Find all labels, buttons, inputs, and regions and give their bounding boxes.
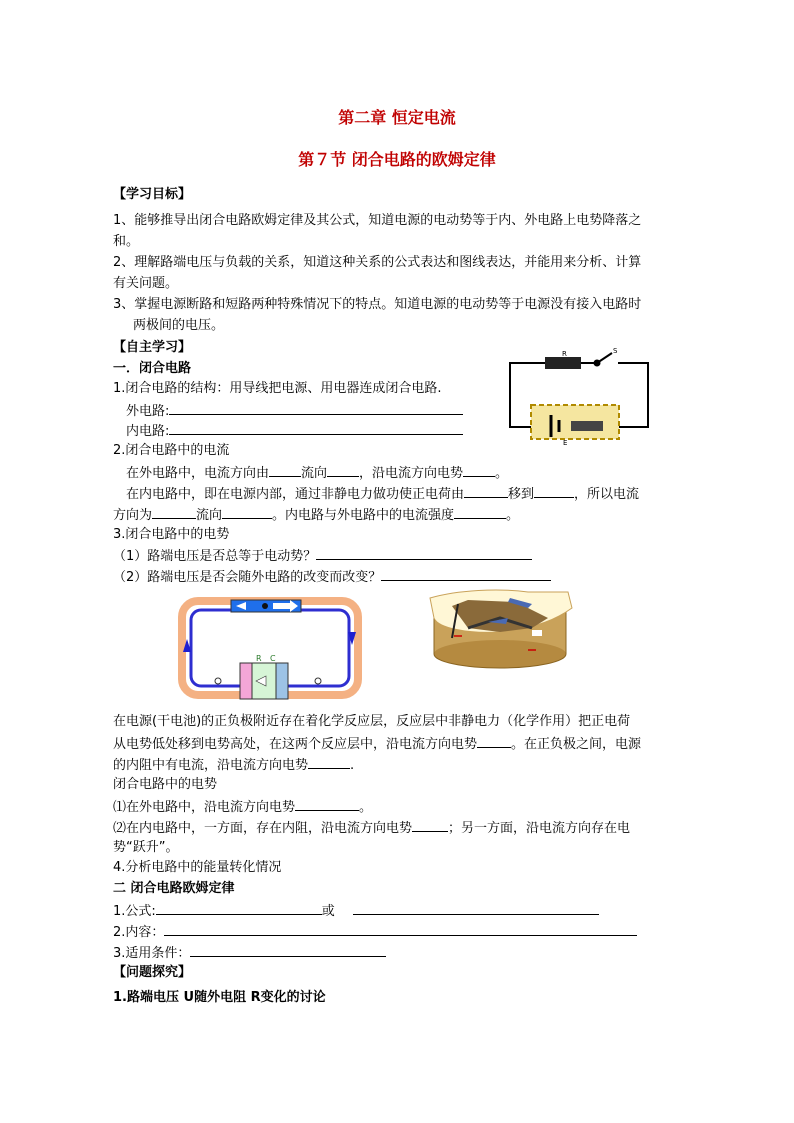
outer-circuit-blank[interactable] bbox=[169, 400, 463, 415]
q2-blank-6[interactable] bbox=[152, 504, 196, 519]
formula-or: 或 bbox=[321, 904, 335, 919]
inner-circuit-row bbox=[126, 420, 463, 442]
q2-blank-7[interactable] bbox=[222, 504, 272, 519]
formula-row bbox=[113, 900, 599, 922]
goal-3-line-b: 两极间的电压。 bbox=[133, 318, 225, 333]
q2-line1-d: 。 bbox=[495, 466, 509, 481]
q3-1-row bbox=[113, 545, 532, 567]
para-c2: . bbox=[350, 758, 355, 773]
resistor-icon bbox=[545, 357, 581, 369]
q2-line1-a: 在外电路中，电流方向由 bbox=[126, 466, 270, 481]
part1-heading: 一．闭合电路 bbox=[113, 361, 192, 376]
q2-blank-1[interactable] bbox=[269, 462, 301, 477]
q2-line1-b: 流向 bbox=[301, 466, 328, 481]
pot-1b: 。 bbox=[359, 800, 373, 815]
pot-blank-1[interactable] bbox=[295, 796, 359, 811]
q3-2-row bbox=[113, 566, 551, 588]
q3-text: 3.闭合电路中的电势 bbox=[113, 527, 230, 542]
para-b2: 。在正负极之间，电源 bbox=[511, 737, 642, 752]
conditions-label: 3.适用条件： bbox=[113, 946, 191, 961]
q3-1-blank[interactable] bbox=[316, 545, 532, 560]
inquiry-item-1: 1.路端电压 U随外电阻 R变化的讨论 bbox=[113, 990, 326, 1005]
internal-resistor-icon bbox=[571, 421, 603, 431]
q2-line1-c: ，沿电流方向电势 bbox=[359, 466, 464, 481]
self-study-heading: 【自主学习】 bbox=[113, 340, 192, 355]
q2-line3-b: 流向 bbox=[196, 508, 223, 523]
content-blank[interactable] bbox=[164, 921, 637, 936]
conditions-row bbox=[113, 942, 386, 964]
label-r: R bbox=[562, 350, 567, 358]
pot-2a: ⑵在内电路中，一方面，存在内阻，沿电流方向电势 bbox=[113, 821, 413, 836]
q2-line2-b: 移到 bbox=[508, 487, 535, 502]
q2-blank-8[interactable] bbox=[454, 504, 506, 519]
q2-blank-2[interactable] bbox=[327, 462, 359, 477]
para-c1: 的内阻中有电流，沿电流方向电势 bbox=[113, 758, 309, 773]
switch-pivot-icon bbox=[594, 360, 601, 367]
para-line-c bbox=[113, 754, 354, 776]
content-label: 2.内容： bbox=[113, 925, 165, 940]
potential-2-row bbox=[113, 817, 630, 839]
q3-1-text: （1）路端电压是否总等于电动势？ bbox=[113, 549, 317, 564]
q2-line-1 bbox=[126, 462, 508, 484]
para-blank-2[interactable] bbox=[308, 754, 350, 769]
q2-line2-c: ，所以电流 bbox=[574, 487, 640, 502]
outer-circuit-label: 外电路: bbox=[126, 404, 170, 419]
q2-line2-a: 在内电路中，即在电源内部，通过非静电力做功使正电荷由 bbox=[126, 487, 465, 502]
inner-circuit-label: 内电路: bbox=[126, 424, 170, 439]
goal-2-line-b: 有关问题。 bbox=[113, 276, 179, 291]
potential-cylinder-diagram bbox=[428, 588, 574, 676]
goal-2-line-a: 2、理解路端电压与负载的关系，知道这种关系的公式表达和图线表达，并能用来分析、计算 bbox=[113, 255, 642, 270]
q2-blank-3[interactable] bbox=[463, 462, 495, 477]
pot-blank-2[interactable] bbox=[412, 817, 448, 832]
loop-label-r: R bbox=[256, 654, 262, 663]
goal-1-line-b: 和。 bbox=[113, 234, 140, 249]
chapter-title: 第二章 恒定电流 bbox=[338, 108, 456, 127]
section-title: 第７节 闭合电路的欧姆定律 bbox=[298, 150, 496, 169]
potential-1-row bbox=[113, 796, 372, 818]
q2-line-2 bbox=[126, 483, 639, 505]
q2-line3-d: 。 bbox=[506, 508, 520, 523]
para-line-b bbox=[113, 733, 641, 755]
q2-blank-4[interactable] bbox=[464, 483, 508, 498]
q3-2-blank[interactable] bbox=[381, 566, 551, 581]
q1-text: 1.闭合电路的结构：用导线把电源、用电器连成闭合电路. bbox=[113, 381, 442, 396]
inquiry-heading: 【问题探究】 bbox=[113, 965, 192, 980]
pot-2b: ；另一方面，沿电流方向存在电 bbox=[448, 821, 631, 836]
outer-circuit-row bbox=[126, 400, 463, 422]
q3-2-text: （2）路端电压是否会随外电路的改变而改变？ bbox=[113, 570, 382, 585]
formula-label: 1.公式: bbox=[113, 904, 156, 919]
goals-heading: 【学习目标】 bbox=[113, 187, 192, 202]
potential-2-cont: 势“跃升”。 bbox=[113, 840, 179, 855]
potential-heading: 闭合电路中的电势 bbox=[113, 777, 218, 792]
part2-heading: 二 闭合电路欧姆定律 bbox=[113, 881, 235, 896]
q2-line-3 bbox=[113, 504, 519, 526]
inner-circuit-blank[interactable] bbox=[169, 420, 463, 435]
pot-1a: ⑴在外电路中，沿电流方向电势 bbox=[113, 800, 296, 815]
formula-blank-2[interactable] bbox=[353, 900, 599, 915]
para-blank-1[interactable] bbox=[477, 733, 511, 748]
q2-line3-a: 方向为 bbox=[113, 508, 153, 523]
goal-3-line-a: 3、掌握电源断路和短路两种特殊情况下的特点。知道电源的电动势等于电源没有接入电路时 bbox=[113, 297, 642, 312]
conditions-blank[interactable] bbox=[190, 942, 386, 957]
label-s: S bbox=[613, 347, 618, 355]
circuit-diagram bbox=[505, 345, 655, 445]
para-b1: 从电势低处移到电势高处，在这两个反应层中，沿电流方向电势 bbox=[113, 737, 478, 752]
content-row bbox=[113, 921, 637, 943]
q2-text: 2.闭合电路中的电流 bbox=[113, 443, 230, 458]
q4-text: 4.分析电路中的能量转化情况 bbox=[113, 860, 282, 875]
goal-1-line-a: 1、能够推导出闭合电路欧姆定律及其公式，知道电源的电动势等于内、外电路上电势降落之 bbox=[113, 213, 642, 228]
label-e: E bbox=[563, 439, 568, 445]
q2-line3-c: 。内电路与外电路中的电流强度 bbox=[272, 508, 455, 523]
current-loop-diagram bbox=[178, 597, 363, 705]
loop-label-c: C bbox=[270, 654, 276, 663]
para-line-a: 在电源(干电池)的正负极附近存在着化学反应层，反应层中非静电力（化学作用）把正电荷 bbox=[113, 714, 631, 729]
q2-blank-5[interactable] bbox=[534, 483, 574, 498]
formula-blank-1[interactable] bbox=[156, 900, 322, 915]
